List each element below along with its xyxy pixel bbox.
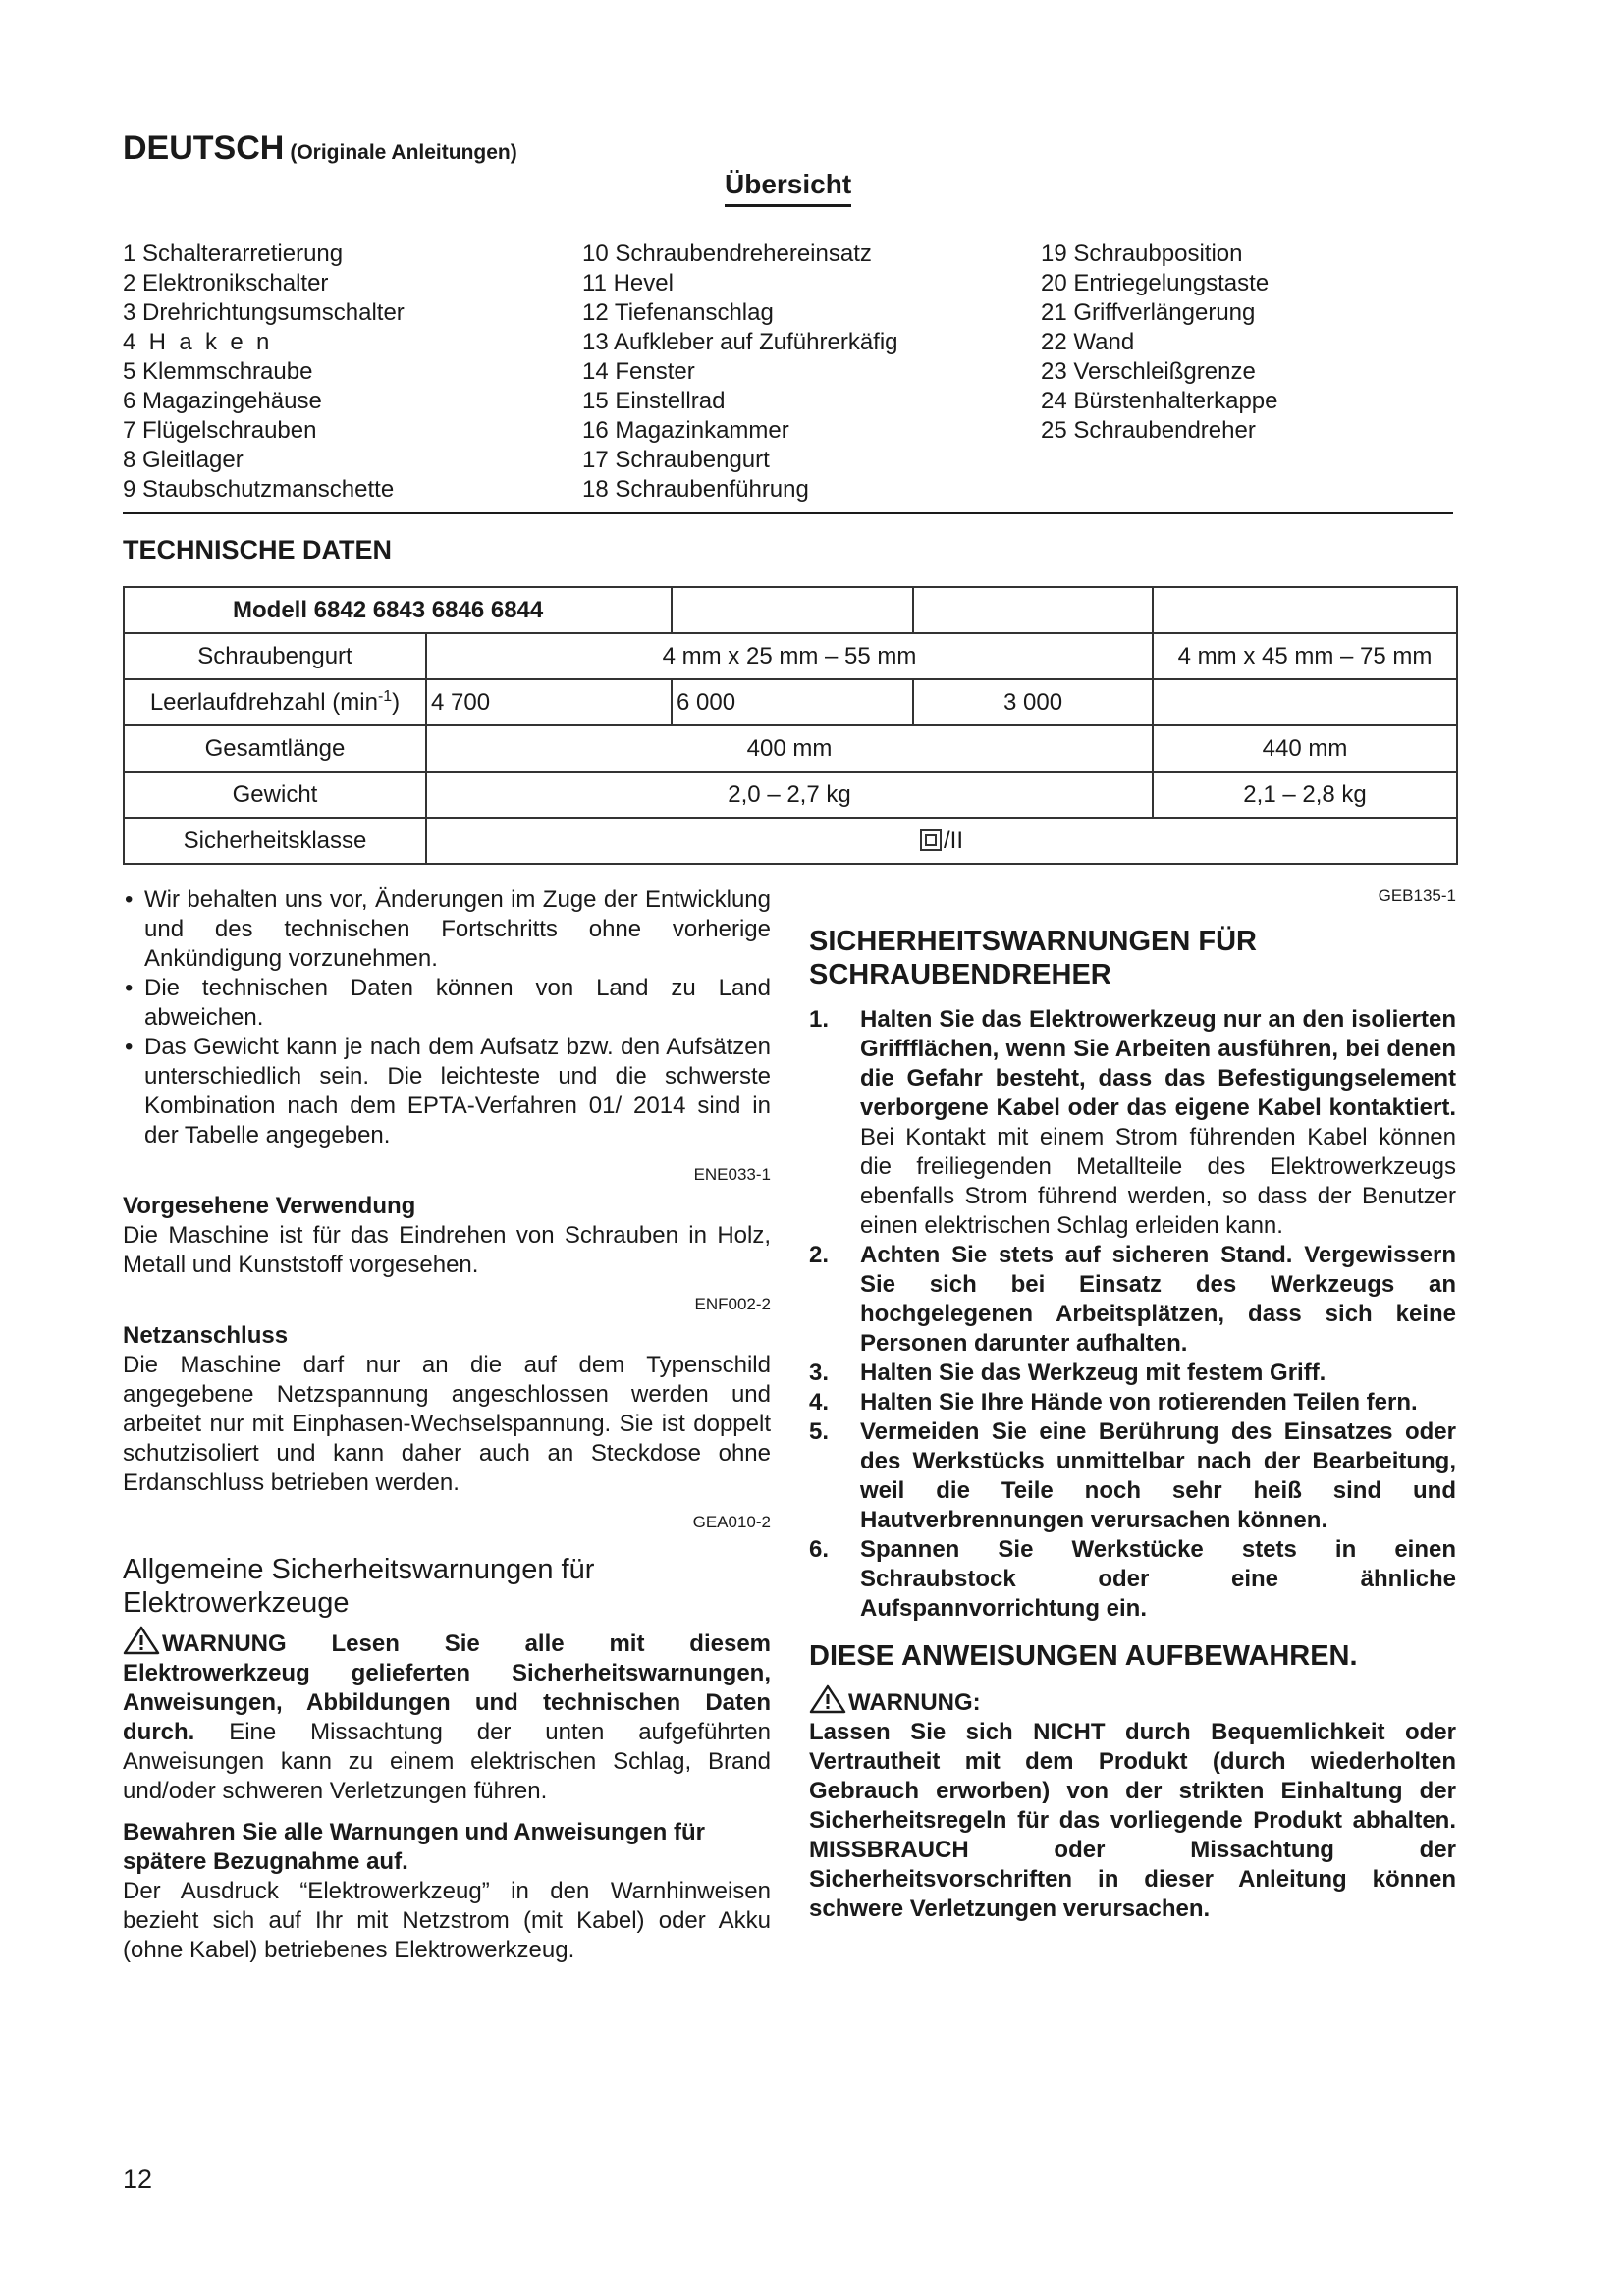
item-number: 2. [809, 1242, 830, 1268]
item-bold-text: Halten Sie das Werkzeug mit festem Griff. [860, 1360, 1326, 1386]
item-bold-text: Vermeiden Sie eine Berührung des Einsatzes oder des Werkstücks unmittelbar nach der Bearbeitung, weil die Teile noch sehr heiß sind und Hautverbrennungen verursachen können. [860, 1418, 1456, 1533]
warning-label [809, 1684, 1456, 1718]
tech-data-heading: TECHNISCHE DATEN [123, 535, 393, 564]
table-row [124, 633, 1457, 679]
row-label: Gewicht [124, 772, 426, 818]
list-item: • Die technischen Daten können von Land zu Land abweichen. [123, 974, 771, 1033]
warning-text: Eine Missachtung der unten aufgeführten Anweisungen kann zu einem elektrischen Schlag, Brand und/oder schweren Verletzungen führen. [123, 1719, 771, 1804]
parts-list-col-2 [582, 240, 898, 505]
list-item: 25 Schraubendreher [1041, 417, 1256, 444]
overview-title: Übersicht [725, 169, 851, 207]
item-number: 3. [809, 1360, 830, 1386]
row-label [124, 679, 426, 725]
warning-body: Lassen Sie sich NICHT durch Bequemlichkeit oder Vertrautheit mit dem Produkt (durch wiederholten Gebrauch erworben) von der strikten Einhaltung der Sicherheitsregeln für das vorliegende Produkt abhalten. MISSBRAUCH oder Missachtung der Sicherheitsvorschriften in dieser Anleitung können schwere Verletzungen verursachen. [809, 1719, 1456, 1922]
item-bold-text: Halten Sie Ihre Hände von rotierenden Teilen fern. [860, 1389, 1418, 1415]
list-item: 3 Drehrichtungsumschalter [123, 299, 405, 326]
list-item [809, 1535, 1456, 1624]
list-item: 14 Fenster [582, 358, 695, 385]
list-item: 10 Schraubendrehereinsatz [582, 240, 872, 267]
list-item [809, 1417, 1456, 1535]
doc-code: GEA010-2 [692, 1513, 771, 1531]
list-item: 2 Elektronikschalter [123, 270, 329, 296]
table-row [124, 679, 1457, 725]
list-item: 19 Schraubposition [1041, 240, 1243, 267]
table-cell: 4 mm x 25 mm – 55 mm [426, 633, 1153, 679]
left-column [123, 885, 771, 1965]
item-number: 1. [809, 1006, 830, 1033]
safety-class-value: /II [944, 827, 964, 854]
table-cell: 400 mm [426, 725, 1153, 772]
parts-list-col-1 [123, 240, 405, 505]
item-text: Bei Kontakt mit einem Strom führenden Kabel können die freiliegenden Metallteile des Elektrowerkzeugs ebenfalls Strom führend werden, so dass der Benutzer einen elektrischen Schlag erleiden kann. [860, 1124, 1456, 1239]
item-bold-text: Achten Sie stets auf sicheren Stand. Vergewissern Sie sich bei Einsatz des Werkzeugs an hochgelegenen Arbeitsplätzen, dass sich keine Personen darunter aufhalten. [860, 1242, 1456, 1357]
model-cell: Modell 6842 6843 6846 6844 [124, 587, 672, 633]
list-item: • Wir behalten uns vor, Änderungen im Zuge der Entwicklung und des technischen Fortschritts ohne vorherige Ankündigung vorzunehmen. [123, 885, 771, 974]
language-subtitle: (Originale Anleitungen) [290, 141, 517, 164]
item-number: 6. [809, 1536, 830, 1563]
warning-icon [123, 1626, 160, 1655]
list-item: 7 Flügelschrauben [123, 417, 317, 444]
list-item: 1 Schalterarretierung [123, 240, 344, 267]
table-cell: 4 mm x 45 mm – 75 mm [1153, 633, 1457, 679]
item-number: 5. [809, 1418, 830, 1445]
list-item: 6 Magazingehäuse [123, 388, 322, 414]
table-cell [672, 587, 913, 633]
item-bold-text: Halten Sie das Elektrowerkzeug nur an den isolierten Griffflächen, wenn Sie Arbeiten ausführen, bei denen die Gefahr besteht, dass das Befestigungselement verborgene Kabel oder das eigene Kabel kontaktiert. [860, 1006, 1456, 1121]
list-item [809, 1005, 1456, 1241]
intended-use-heading: Vorgesehene Verwendung [123, 1193, 416, 1219]
power-supply-heading: Netzanschluss [123, 1322, 289, 1349]
table-cell: 4 700 [426, 679, 672, 725]
intended-use-text: Die Maschine ist für das Eindrehen von Schrauben in Holz, Metall und Kunststoff vorgesehen. [123, 1222, 771, 1278]
table-cell: 2,0 – 2,7 kg [426, 772, 1153, 818]
table-cell: 3 000 [913, 679, 1153, 725]
list-item: 15 Einstellrad [582, 388, 726, 414]
table-row [124, 587, 1457, 633]
table-cell: 6 000 [672, 679, 913, 725]
page-number: 12 [123, 2164, 153, 2194]
list-item: 23 Verschleißgrenze [1041, 358, 1256, 385]
section-divider [123, 512, 1453, 514]
list-item: 12 Tiefenanschlag [582, 299, 774, 326]
double-insulation-icon [920, 829, 942, 851]
parts-list-col-3 [1041, 240, 1278, 446]
list-item: 8 Gleitlager [123, 447, 244, 473]
row-label-text: Leerlaufdrehzahl (min [149, 689, 378, 716]
keep-instructions-heading: Bewahren Sie alle Warnungen und Anweisungen für spätere Bezugnahme auf. [123, 1819, 705, 1875]
doc-code: ENE033-1 [693, 1165, 771, 1184]
item-bold-text: Spannen Sie Werkstücke stets in einen Schraubstock oder eine ähnliche Aufspannvorrichtung ein. [860, 1536, 1456, 1622]
list-item: 24 Bürstenhalterkappe [1041, 388, 1278, 414]
table-row [124, 818, 1457, 864]
keep-instructions-title: DIESE ANWEISUNGEN AUFBEWAHREN. [809, 1640, 1358, 1672]
spec-table [123, 586, 1458, 865]
general-warning [123, 1626, 771, 1806]
list-item: 21 Griffverlängerung [1041, 299, 1256, 326]
warning-icon [809, 1684, 846, 1714]
list-item: 20 Entriegelungstaste [1041, 270, 1270, 296]
doc-code: ENF002-2 [694, 1295, 771, 1313]
list-item: 11 Hevel [582, 270, 674, 296]
table-row [124, 772, 1457, 818]
power-tool-definition: Der Ausdruck “Elektrowerkzeug” in den Warnhinweisen bezieht sich auf Ihr mit Netzstrom (mit Kabel) oder Akku (ohne Kabel) betriebenes Elektrowerkzeug. [123, 1878, 771, 1963]
list-item: 5 Klemmschraube [123, 358, 313, 385]
table-cell [426, 818, 1457, 864]
row-label: Schraubengurt [124, 633, 426, 679]
doc-code: GEB135-1 [1378, 886, 1456, 905]
general-safety-heading: Allgemeine Sicherheitswarnungen für Elektrowerkzeuge [123, 1554, 595, 1619]
language-title: DEUTSCH [123, 130, 285, 167]
list-item [809, 1388, 1456, 1417]
safety-rules-list [809, 1005, 1456, 1624]
list-item: • Das Gewicht kann je nach dem Aufsatz bzw. den Aufsätzen unterschiedlich sein. Die leichteste und die schwerste Kombination nach dem EPTA-Verfahren 01/ 2014 sind in der Tabelle angegeben. [123, 1033, 771, 1150]
table-cell [913, 587, 1153, 633]
list-item: 4 H a k e n [123, 329, 270, 355]
row-label: Gesamtlänge [124, 725, 426, 772]
list-item: 16 Magazinkammer [582, 417, 789, 444]
list-item: 18 Schraubenführung [582, 476, 809, 503]
right-column [809, 885, 1456, 1924]
table-cell [1153, 587, 1457, 633]
row-label-sup: -1 [377, 688, 393, 705]
table-cell [1153, 679, 1457, 725]
table-cell: 2,1 – 2,8 kg [1153, 772, 1457, 818]
warning-bold-text: WARNUNG Lesen Sie alle mit diesem Elektrowerkzeug gelieferten Sicherheitswarnungen, Anweisungen, Abbildungen und technischen Daten durch. [123, 1630, 771, 1745]
list-item: 22 Wand [1041, 329, 1135, 355]
screwdriver-safety-heading: SICHERHEITSWARNUNGEN FÜR SCHRAUBENDREHER [809, 926, 1257, 990]
list-item [809, 1359, 1456, 1388]
list-item [809, 1241, 1456, 1359]
list-item: 13 Aufkleber auf Zuführerkäfig [582, 329, 898, 355]
list-item: 9 Staubschutzmanschette [123, 476, 395, 503]
language-header [123, 130, 517, 168]
item-number: 4. [809, 1389, 830, 1415]
row-label: Sicherheitsklasse [124, 818, 426, 864]
list-item: 17 Schraubengurt [582, 447, 770, 473]
table-row [124, 725, 1457, 772]
table-cell: 440 mm [1153, 725, 1457, 772]
power-supply-text: Die Maschine darf nur an die auf dem Typenschild angegebene Netzspannung angeschlossen werden und arbeitet nur mit Einphasen-Wechselspannung. Sie ist doppelt schutzisoliert und kann daher auch an Steckdose ohne Erdanschluss betrieben werden. [123, 1352, 771, 1496]
row-label-end: ) [392, 689, 401, 716]
warning-label-text: WARNUNG: [848, 1689, 981, 1716]
